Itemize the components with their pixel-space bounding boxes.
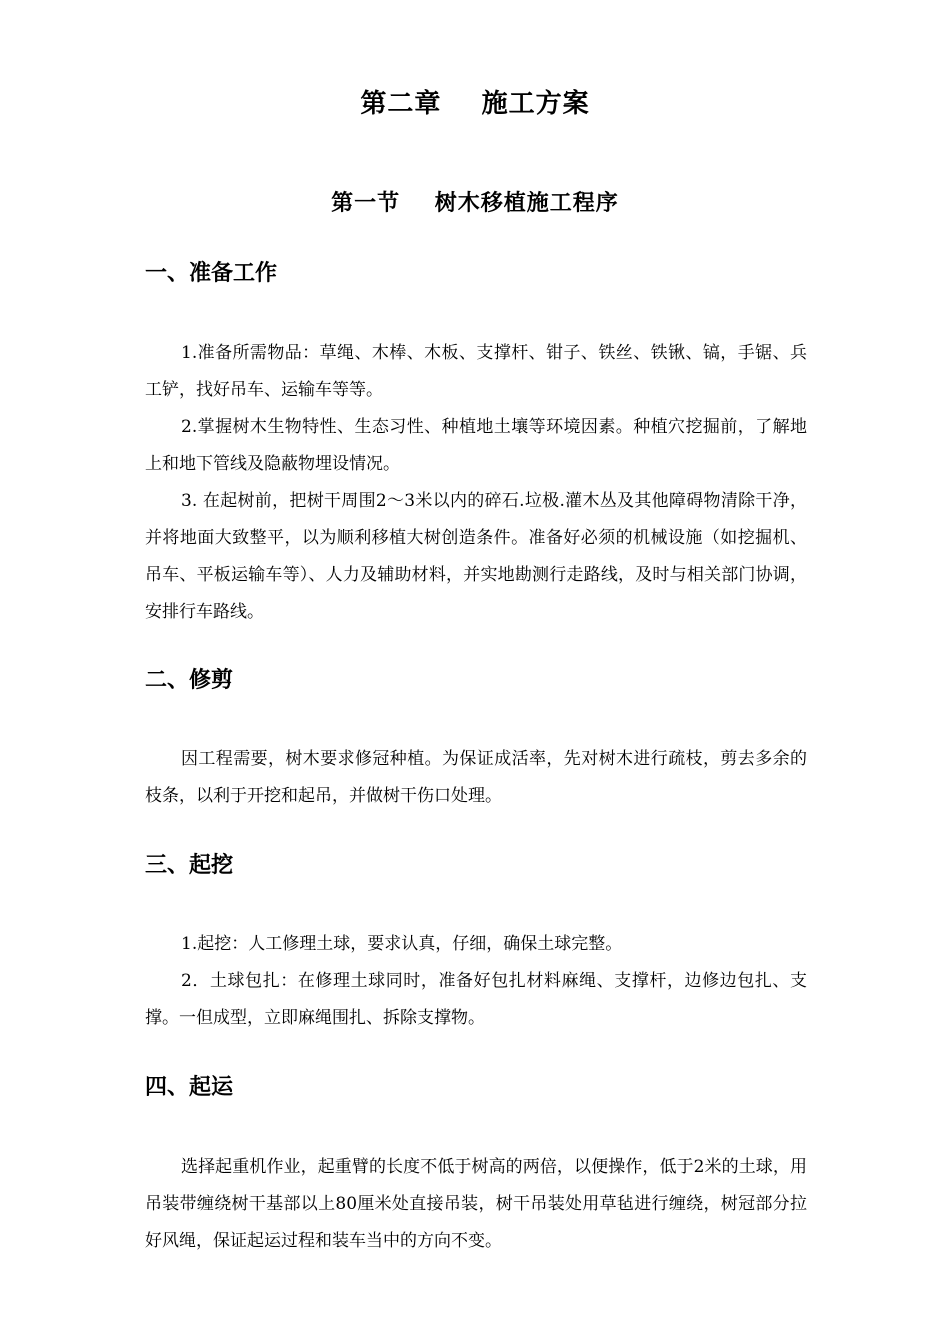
chapter-title: 第二章 施工方案: [360, 89, 590, 119]
paragraph-prep-site: 3. 在起树前，把树干周围2～3米以内的碎石.垃极.灌木丛及其他障碍物清除干净，并将地面大致整平，以为顺利移植大树创造条件。准备好必须的机械设施（如挖掘机、吊车、平板运输车等）、人力及辅助材料，并实地勘测行走路线，及时与相关部门协调，安排行车路线。: [145, 491, 807, 622]
paragraph-digging: 1.起挖：人工修理土球，要求认真，仔细，确保土球完整。: [181, 934, 623, 954]
heading-preparation: 一、准备工作: [145, 261, 278, 286]
paragraph-prep-items: 1.准备所需物品：草绳、木棒、木板、支撑杆、钳子、铁丝、铁锹、镐，手锯、兵工铲，找好吊车、运输车等等。: [145, 343, 807, 400]
heading-pruning: 二、修剪: [145, 668, 234, 693]
section-title: 第一节 树木移植施工程序: [331, 191, 619, 216]
heading-digging: 三、起挖: [145, 853, 234, 878]
paragraph-lifting: 选择起重机作业，起重臂的长度不低于树高的两倍，以便操作，低于2米的土球，用吊装带缠绕树干基部以上80厘米处直接吊装，树干吊装处用草毡进行缠绕，树冠部分拉好风绳，保证起运过程和装车当中的方向不变。: [145, 1157, 807, 1251]
paragraph-prep-environment: 2.掌握树木生物特性、生态习性、种植地土壤等环境因素。种植穴挖掘前，了解地上和地下管线及隐蔽物埋设情况。: [145, 417, 807, 474]
heading-lifting: 四、起运: [145, 1075, 234, 1100]
paragraph-pruning: 因工程需要，树木要求修冠种植。为保证成活率，先对树木进行疏枝，剪去多余的枝条，以利于开挖和起吊，并做树干伤口处理。: [145, 749, 807, 806]
paragraph-root-ball-wrapping: 2．土球包扎：在修理土球同时，准备好包扎材料麻绳、支撑杆，边修边包扎、支撑。一但成型，立即麻绳围扎、拆除支撑物。: [145, 971, 807, 1028]
